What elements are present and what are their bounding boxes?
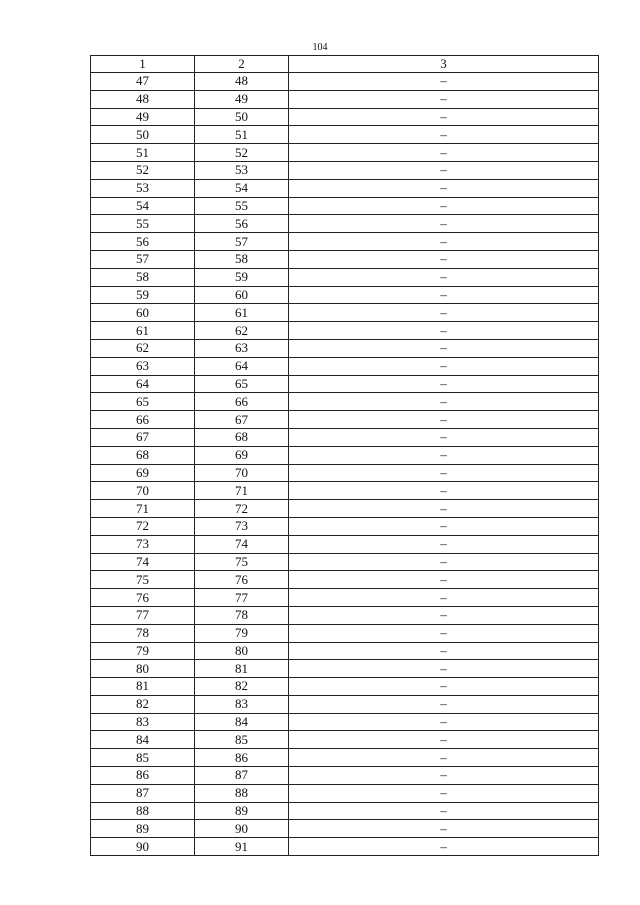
table-cell-col-3: –: [289, 464, 599, 482]
table-cell-col-3: –: [289, 642, 599, 660]
table-cell-col-1: 84: [91, 731, 195, 749]
table-cell-col-3: –: [289, 838, 599, 856]
table-row: [91, 126, 599, 144]
table-row: [91, 286, 599, 304]
table-cell-col-2: 68: [195, 428, 289, 446]
table-cell-col-3: –: [289, 428, 599, 446]
table-cell-col-3: –: [289, 179, 599, 197]
table-cell-col-3: –: [289, 90, 599, 108]
table-row: [91, 820, 599, 838]
table-cell-col-1: 62: [91, 339, 195, 357]
table-cell-col-1: 58: [91, 268, 195, 286]
table-cell-col-3: –: [289, 268, 599, 286]
table-cell-col-2: 83: [195, 695, 289, 713]
table-cell-col-3: –: [289, 144, 599, 162]
table-cell-col-2: 66: [195, 393, 289, 411]
table-cell-col-2: 62: [195, 322, 289, 340]
table-cell-col-3: –: [289, 322, 599, 340]
table-cell-col-1: 74: [91, 553, 195, 571]
table-row: [91, 553, 599, 571]
table-cell-col-3: –: [289, 660, 599, 678]
table-cell-col-3: –: [289, 393, 599, 411]
table-cell-col-1: 61: [91, 322, 195, 340]
table-cell-col-1: 64: [91, 375, 195, 393]
table-cell-col-3: –: [289, 411, 599, 429]
table-cell-col-1: 81: [91, 678, 195, 696]
table-row: [91, 357, 599, 375]
table-cell-col-1: 52: [91, 161, 195, 179]
table-row: [91, 749, 599, 767]
table-row: [91, 713, 599, 731]
table-cell-col-2: 85: [195, 731, 289, 749]
table-cell-col-3: –: [289, 233, 599, 251]
table-row: [91, 660, 599, 678]
table-cell-col-1: 55: [91, 215, 195, 233]
table-row: [91, 838, 599, 856]
table-cell-col-1: 51: [91, 144, 195, 162]
table-cell-col-3: –: [289, 571, 599, 589]
table-cell-col-1: 48: [91, 90, 195, 108]
table-cell-col-2: 87: [195, 767, 289, 785]
table-cell-col-2: 59: [195, 268, 289, 286]
table-cell-col-2: 69: [195, 446, 289, 464]
table-row: [91, 678, 599, 696]
page-number: 104: [312, 42, 328, 53]
table-cell-col-1: 72: [91, 517, 195, 535]
table-cell-col-2: 80: [195, 642, 289, 660]
table-cell-col-1: 54: [91, 197, 195, 215]
table-cell-col-3: –: [289, 482, 599, 500]
table-cell-col-3: –: [289, 589, 599, 607]
table-row: [91, 304, 599, 322]
table-row: [91, 767, 599, 785]
table-cell-col-2: 53: [195, 161, 289, 179]
table-cell-col-1: 90: [91, 838, 195, 856]
table-cell-col-1: 75: [91, 571, 195, 589]
table-row: [91, 428, 599, 446]
table-cell-col-2: 57: [195, 233, 289, 251]
table-cell-col-2: 50: [195, 108, 289, 126]
table-cell-col-2: 89: [195, 802, 289, 820]
table-cell-col-2: 58: [195, 250, 289, 268]
table-row: [91, 464, 599, 482]
table-row: [91, 375, 599, 393]
table-body: [91, 73, 599, 856]
table-cell-col-2: 88: [195, 784, 289, 802]
table-cell-col-1: 80: [91, 660, 195, 678]
table-cell-col-2: 70: [195, 464, 289, 482]
table-cell-col-3: –: [289, 304, 599, 322]
table-cell-col-2: 71: [195, 482, 289, 500]
table-cell-col-2: 60: [195, 286, 289, 304]
table-cell-col-2: 55: [195, 197, 289, 215]
table-cell-col-1: 63: [91, 357, 195, 375]
table-row: [91, 411, 599, 429]
table-cell-col-1: 56: [91, 233, 195, 251]
table-cell-col-1: 76: [91, 589, 195, 607]
table-cell-col-1: 66: [91, 411, 195, 429]
table-cell-col-3: –: [289, 731, 599, 749]
table-cell-col-3: –: [289, 749, 599, 767]
table-cell-col-3: –: [289, 126, 599, 144]
table-row: [91, 233, 599, 251]
table-cell-col-2: 61: [195, 304, 289, 322]
table-cell-col-3: –: [289, 197, 599, 215]
table-cell-col-2: 78: [195, 606, 289, 624]
table-cell-col-1: 69: [91, 464, 195, 482]
table-cell-col-1: 50: [91, 126, 195, 144]
table-cell-col-1: 83: [91, 713, 195, 731]
table-cell-col-2: 65: [195, 375, 289, 393]
table-row: [91, 500, 599, 518]
table-cell-col-1: 82: [91, 695, 195, 713]
table-cell-col-3: –: [289, 517, 599, 535]
table-row: [91, 731, 599, 749]
table-cell-col-1: 85: [91, 749, 195, 767]
table-cell-col-1: 77: [91, 606, 195, 624]
table-cell-col-3: –: [289, 108, 599, 126]
table-cell-col-3: –: [289, 161, 599, 179]
table-cell-col-1: 47: [91, 73, 195, 91]
table-cell-col-3: –: [289, 767, 599, 785]
table-cell-col-2: 82: [195, 678, 289, 696]
table-cell-col-3: –: [289, 606, 599, 624]
table-cell-col-2: 52: [195, 144, 289, 162]
data-table: [90, 55, 599, 856]
table-cell-col-2: 67: [195, 411, 289, 429]
table-cell-col-1: 73: [91, 535, 195, 553]
table-row: [91, 606, 599, 624]
table-cell-col-3: –: [289, 375, 599, 393]
table-cell-col-2: 48: [195, 73, 289, 91]
table-row: [91, 802, 599, 820]
table-cell-col-3: –: [289, 678, 599, 696]
table-cell-col-2: 56: [195, 215, 289, 233]
table-row: [91, 250, 599, 268]
table-row: [91, 215, 599, 233]
table-cell-col-2: 76: [195, 571, 289, 589]
table-row: [91, 90, 599, 108]
table-cell-col-1: 53: [91, 179, 195, 197]
table-cell-col-3: –: [289, 553, 599, 571]
table-cell-col-1: 68: [91, 446, 195, 464]
table-row: [91, 535, 599, 553]
table-row: [91, 482, 599, 500]
table-cell-col-3: –: [289, 624, 599, 642]
table-cell-col-1: 79: [91, 642, 195, 660]
table-row: [91, 73, 599, 91]
table-cell-col-3: –: [289, 695, 599, 713]
table-cell-col-2: 90: [195, 820, 289, 838]
table-row: [91, 144, 599, 162]
table-row: [91, 393, 599, 411]
table-row: [91, 517, 599, 535]
table-cell-col-1: 57: [91, 250, 195, 268]
table-row: [91, 108, 599, 126]
table-cell-col-2: 72: [195, 500, 289, 518]
table-cell-col-1: 89: [91, 820, 195, 838]
column-header-2: 2: [195, 56, 289, 73]
table-row: [91, 322, 599, 340]
table-cell-col-1: 59: [91, 286, 195, 304]
table-cell-col-2: 63: [195, 339, 289, 357]
table-cell-col-3: –: [289, 215, 599, 233]
table-cell-col-2: 79: [195, 624, 289, 642]
table-cell-col-3: –: [289, 250, 599, 268]
table-cell-col-3: –: [289, 535, 599, 553]
table-cell-col-2: 73: [195, 517, 289, 535]
table-cell-col-1: 86: [91, 767, 195, 785]
table-row: [91, 642, 599, 660]
table-row: [91, 197, 599, 215]
table-cell-col-2: 75: [195, 553, 289, 571]
table-cell-col-2: 91: [195, 838, 289, 856]
table-cell-col-3: –: [289, 339, 599, 357]
table-cell-col-3: –: [289, 820, 599, 838]
table-cell-col-2: 54: [195, 179, 289, 197]
table-cell-col-1: 78: [91, 624, 195, 642]
table-cell-col-1: 71: [91, 500, 195, 518]
table-cell-col-3: –: [289, 357, 599, 375]
table-header-row: [91, 56, 599, 73]
table-row: [91, 179, 599, 197]
table-cell-col-1: 70: [91, 482, 195, 500]
column-header-3: 3: [289, 56, 599, 73]
table-cell-col-3: –: [289, 73, 599, 91]
table-cell-col-3: –: [289, 713, 599, 731]
table-cell-col-2: 51: [195, 126, 289, 144]
table-row: [91, 339, 599, 357]
table-row: [91, 624, 599, 642]
table-cell-col-1: 65: [91, 393, 195, 411]
table-cell-col-2: 81: [195, 660, 289, 678]
column-header-1: 1: [91, 56, 195, 73]
table-cell-col-3: –: [289, 446, 599, 464]
table-cell-col-2: 49: [195, 90, 289, 108]
table-cell-col-2: 64: [195, 357, 289, 375]
table-cell-col-1: 49: [91, 108, 195, 126]
table-cell-col-3: –: [289, 802, 599, 820]
table-cell-col-3: –: [289, 286, 599, 304]
table-row: [91, 695, 599, 713]
table-cell-col-2: 84: [195, 713, 289, 731]
table-cell-col-2: 77: [195, 589, 289, 607]
table-row: [91, 268, 599, 286]
table-row: [91, 161, 599, 179]
table-row: [91, 571, 599, 589]
table-cell-col-3: –: [289, 500, 599, 518]
table-row: [91, 446, 599, 464]
table-cell-col-3: –: [289, 784, 599, 802]
table-row: [91, 784, 599, 802]
table-cell-col-1: 60: [91, 304, 195, 322]
table-cell-col-2: 86: [195, 749, 289, 767]
table-cell-col-1: 67: [91, 428, 195, 446]
table-cell-col-1: 87: [91, 784, 195, 802]
table-row: [91, 589, 599, 607]
table-cell-col-2: 74: [195, 535, 289, 553]
table-cell-col-1: 88: [91, 802, 195, 820]
